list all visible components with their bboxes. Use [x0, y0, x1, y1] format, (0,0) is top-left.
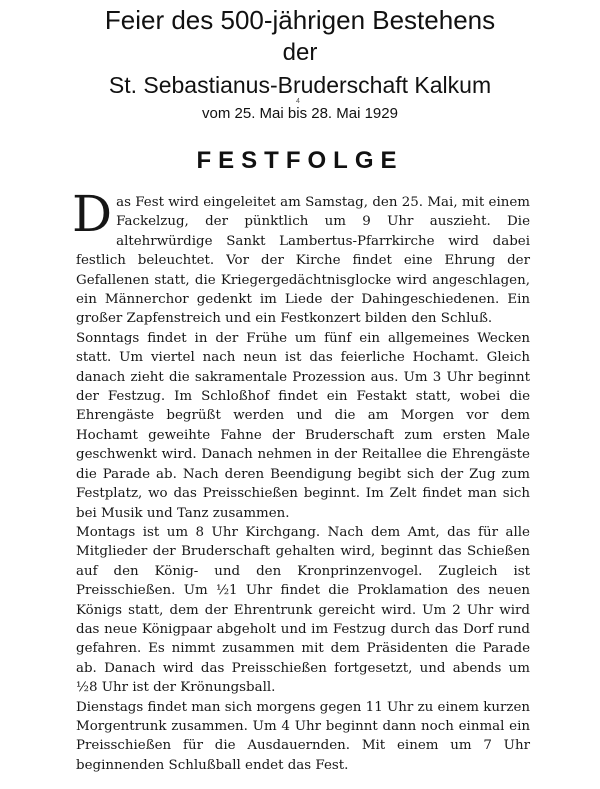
page-mark: 4: [296, 98, 300, 105]
paragraph-saturday-text: as Fest wird eingeleitet am Samstag, den 25. Mai, mit einem Fackelzug, der pünktlich um 9 Uhr auszieht. Die altehrwürdige Sankt Lambertus-Pfarrkirche wird dabei festlich beleuchtet. Vor der Kirche findet eine Ehrung der Gefallenen statt, die Kriegergedächtnisglocke wird angeschlagen, ein Männerchor gedenkt im Liede der Dahingeschiedenen. Ein großer Zapfenstreich und ein Festkonzert bilden den Schluß.: [76, 195, 530, 327]
date-line: vom 25. Mai bis 28. Mai 1929: [202, 105, 398, 122]
title-line-1: Feier des 500-jährigen Bestehens: [104, 5, 496, 35]
section-title: FESTFOLGE: [196, 147, 404, 174]
drop-cap: D: [72, 185, 113, 243]
paragraph-tuesday: Dienstags findet man sich morgens gegen 11 Uhr zu einem kurzen Morgentrunk zusammen. Um 4 Uhr beginnt dann noch einmal ein Preisschießen für die Ausdauernden. Mit einem um 7 Uhr beginnenden Schlußball endet das Fest.: [76, 699, 530, 773]
title-line-3: St. Sebastianus-Bruderschaft Kalkum: [108, 72, 492, 98]
paragraph-monday: Montags ist um 8 Uhr Kirchgang. Nach dem Amt, das für alle Mitglieder der Bruderschaft gehalten wird, beginnt das Schießen auf den König- und den Kronprinzenvogel. Zugleich ist Preisschießen. Um ½1 Uhr findet die Proklamation des neuen Königs statt, dem der Ehrentrunk gereicht wird. Um 2 Uhr wird das neue Königpaar abgeholt und im Festzug durch das Dorf rund gefahren. Es nimmt zusammen mit dem Präsidenten die Parade ab. Danach wird das Preisschießen fortgesetzt, und abends um ½8 Uhr ist der Krönungsball.: [76, 524, 530, 696]
paragraph-saturday: [72, 185, 530, 329]
title-line-2: der: [282, 39, 318, 66]
paragraph-sunday: Sonntags findet in der Frühe um fünf ein allgemeines Wecken statt. Um viertel nach neun ist das feierliche Hochamt. Gleich danach zieht die sakramentale Prozession aus. Um 3 Uhr beginnt der Festzug. Im Schloßhof findet ein Festakt statt, wobei die Ehrengäste begrüßt werden und die am Morgen vor dem Hochamt geweihte Fahne der Bruderschaft zum ersten Male geschwenkt wird. Danach nehmen in der Reitallee die Ehrengäste die Parade ab. Nach deren Beendigung begibt sich der Zug zum Festplatz, wo das Preisschießen beginnt. Im Zelt findet man sich bei Musik und Tanz zusammen.: [76, 330, 530, 521]
program-text: [72, 185, 530, 775]
